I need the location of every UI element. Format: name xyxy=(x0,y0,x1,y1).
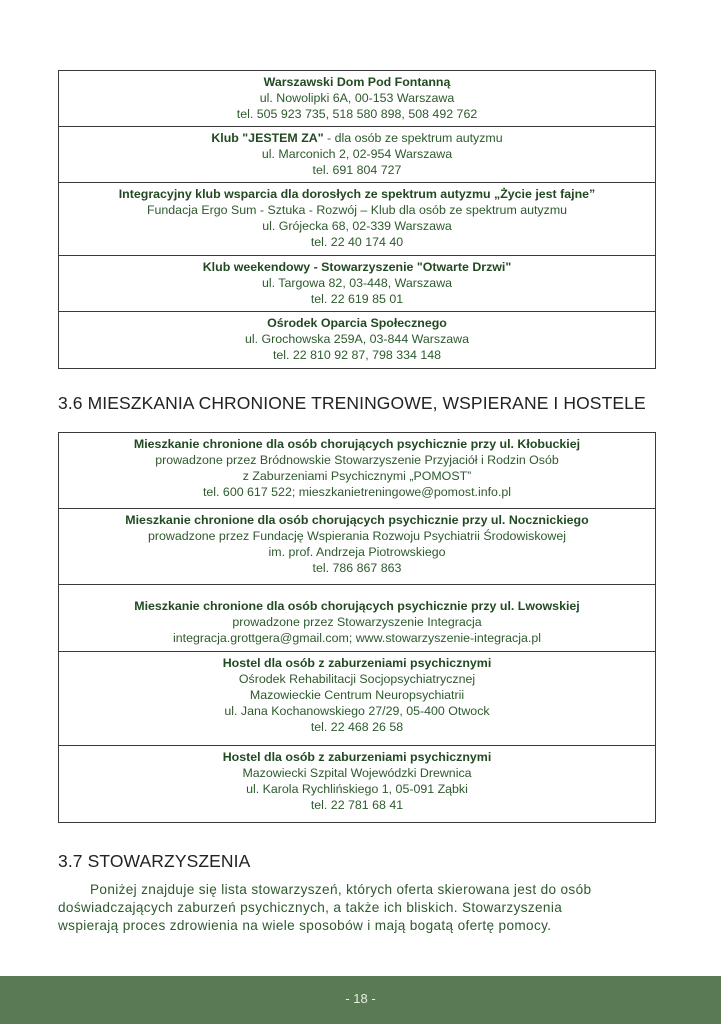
page-footer xyxy=(0,976,721,1024)
row-title: Mieszkanie chronione dla osób chorujących psychicznie przy ul. Nocznickiego xyxy=(125,513,589,527)
paragraph-line xyxy=(58,881,658,899)
row-organization: Mazowiecki Szpital Wojewódzki Drewnica xyxy=(242,766,472,780)
row-phone: tel. 505 923 735, 518 580 898, 508 492 762 xyxy=(236,107,478,121)
clubs-table xyxy=(58,70,656,369)
row-operator: prowadzone przez Stowarzyszenie Integracja xyxy=(232,615,482,629)
row-address: ul. Marconich 2, 02-954 Warszawa xyxy=(261,147,453,161)
row-title: Mieszkanie chronione dla osób chorujących psychicznie przy ul. Lwowskiej xyxy=(134,599,580,613)
row-organization: Ośrodek Rehabilitacji Socjopsychiatrycznej xyxy=(238,672,476,686)
row-title: Warszawski Dom Pod Fontanną xyxy=(263,75,451,89)
row-contact: integracja.grottgera@gmail.com; www.stowarzyszenie-integracja.pl xyxy=(173,631,541,645)
page-number: - 18 - xyxy=(345,991,376,1006)
table-row xyxy=(59,433,655,509)
row-phone: tel. 22 468 26 58 xyxy=(310,720,404,734)
row-title: Ośrodek Oparcia Społecznego xyxy=(267,316,447,330)
row-address: ul. Grójecka 68, 02-339 Warszawa xyxy=(262,219,452,233)
table-row xyxy=(59,746,655,823)
table-row xyxy=(59,127,655,183)
paragraph-line-text: Poniżej znajduje się lista stowarzyszeń, których oferta skierowana jest do osób xyxy=(90,882,592,897)
row-title: Klub "JESTEM ZA" xyxy=(211,131,324,145)
row-phone: tel. 786 867 863 xyxy=(312,561,402,575)
row-title: Integracyjny klub wsparcia dla dorosłych ze spektrum autyzmu „Życie jest fajne” xyxy=(118,187,596,201)
row-phone: tel. 22 810 92 87, 798 334 148 xyxy=(272,348,442,362)
row-organization-cont: Mazowieckie Centrum Neuropsychiatrii xyxy=(249,688,465,702)
row-address: ul. Karola Rychlińskiego 1, 05-091 Ząbki xyxy=(246,782,468,796)
row-title: Hostel dla osób z zaburzeniami psychicznymi xyxy=(222,656,492,670)
row-operator-cont: z Zaburzeniami Psychicznymi „POMOST” xyxy=(242,469,472,483)
paragraph-line: wspierają proces zdrowienia na wiele sposobów i mają bogatą ofertę pomocy. xyxy=(58,918,552,933)
section-heading-3-7: 3.7 STOWARZYSZENIA xyxy=(58,851,251,871)
row-operator: prowadzone przez Bródnowskie Stowarzyszenie Przyjaciół i Rodzin Osób xyxy=(155,453,559,467)
row-address: ul. Jana Kochanowskiego 27/29, 05-400 Otwock xyxy=(224,704,490,718)
section-paragraph xyxy=(58,881,658,935)
row-operator: prowadzone przez Fundację Wspierania Rozwoju Psychiatrii Środowiskowej xyxy=(147,529,567,543)
row-title: Klub weekendowy - Stowarzyszenie "Otwarte Drzwi" xyxy=(202,260,512,274)
row-phone: tel. 22 781 68 41 xyxy=(310,798,404,812)
paragraph-line: doświadczających zaburzeń psychicznych, a także ich bliskich. Stowarzyszenia xyxy=(58,900,563,915)
housing-table xyxy=(58,432,656,823)
row-organization: Fundacja Ergo Sum - Sztuka - Rozwój – Klub dla osób ze spektrum autyzmu xyxy=(146,203,568,217)
row-phone: tel. 691 804 727 xyxy=(312,163,402,177)
table-row xyxy=(59,71,655,127)
table-row xyxy=(59,183,655,256)
row-address: ul. Targowa 82, 03-448, Warszawa xyxy=(261,276,453,290)
row-phone: tel. 22 40 174 40 xyxy=(310,235,404,249)
row-operator-cont: im. prof. Andrzeja Piotrowskiego xyxy=(268,545,446,559)
row-title: Mieszkanie chronione dla osób chorujących psychicznie przy ul. Kłobuckiej xyxy=(133,437,581,451)
section-heading-3-6: 3.6 MIESZKANIA CHRONIONE TRENINGOWE, WSPIERANE I HOSTELE xyxy=(58,393,646,413)
row-title: Hostel dla osób z zaburzeniami psychicznymi xyxy=(222,750,492,764)
table-row xyxy=(59,652,655,746)
table-row xyxy=(59,509,655,585)
row-title-suffix: - dla osób ze spektrum autyzmu xyxy=(323,131,503,145)
table-row xyxy=(59,585,655,652)
row-phone: tel. 22 619 85 01 xyxy=(310,292,404,306)
row-address: ul. Nowolipki 6A, 00-153 Warszawa xyxy=(259,91,455,105)
table-row xyxy=(59,312,655,369)
row-address: ul. Grochowska 259A, 03-844 Warszawa xyxy=(244,332,470,346)
row-title-line xyxy=(63,130,651,146)
row-contact: tel. 600 617 522; mieszkanietreningowe@pomost.info.pl xyxy=(202,485,512,499)
table-row xyxy=(59,256,655,312)
